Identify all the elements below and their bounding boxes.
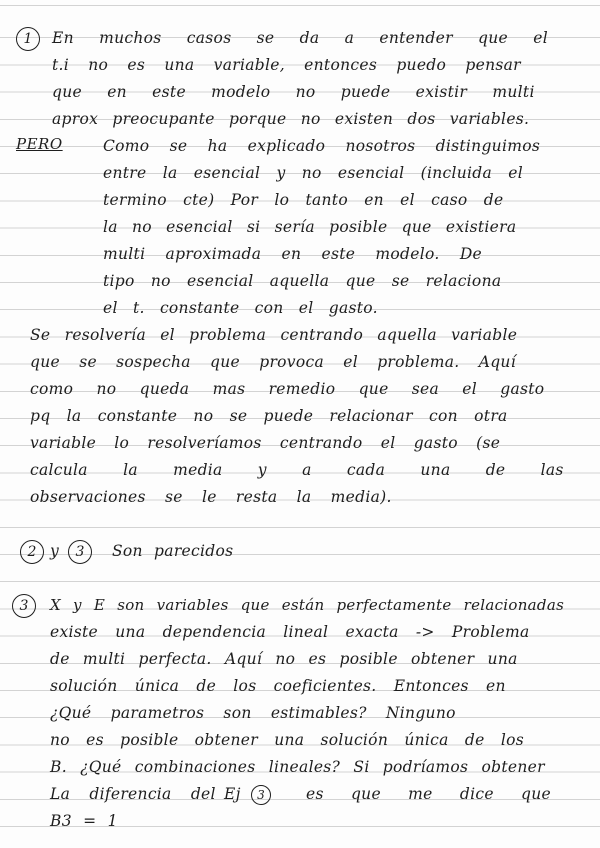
text-line: B. ¿Qué combinaciones lineales? Si podríamos obtener [50,758,545,776]
text-line: X y E son variables que están perfectamente relacionadas [50,596,565,614]
text-line: t.i no es una variable, entonces puedo pensar [52,56,521,74]
text-line: es que me dice que [306,785,551,803]
item-number-1: 1 [16,27,40,51]
text-line: calcula la media y a cada una de las [30,461,564,479]
text-line: tipo no esencial aquella que se relaciona [103,272,502,290]
text-line: la no esencial si sería posible que existiera [103,218,517,236]
text-line: pq la constante no se puede relacionar con otra [30,407,508,425]
text-line: aprox preocupante porque no existen dos variables. [52,110,530,128]
text-line: multi aproximada en este modelo. De [103,245,483,263]
text-line: Como se ha explicado nosotros distinguimos [103,137,541,155]
text-line: entre la esencial y no esencial (incluida el [103,164,524,182]
text-line: de multi perfecta. Aquí no es posible obtener una [50,650,518,668]
item-number-3: 3 [68,540,92,564]
item-number-3: 3 [12,594,36,618]
connector-text: y [50,542,60,560]
ej-number-3: 3 [251,785,271,805]
text-line: Son parecidos [112,542,234,560]
text-line: solución única de los coeficientes. Entonces en [50,677,506,695]
text-line: como no queda mas remedio que sea el gasto [30,380,545,398]
text-line: Se resolvería el problema centrando aquella variable [30,326,518,344]
text-line: En muchos casos se da a entender que el [52,29,548,47]
text-line: no es posible obtener una solución única de los [50,731,524,749]
pero-label: PERO [16,135,63,153]
text-line: existe una dependencia lineal exacta -> Problema [50,623,530,641]
text-line: La diferencia del [50,785,216,803]
text-line: el t. constante con el gasto. [103,299,378,317]
text-line: que en este modelo no puede existir multi [52,83,535,101]
text-line: termino cte) Por lo tanto en el caso de [103,191,504,209]
text-line: ¿Qué parametros son estimables? Ninguno [50,704,456,722]
text-line: B3 = 1 [50,812,118,830]
text-line: variable lo resolveríamos centrando el gasto (se [30,434,501,452]
text-line: observaciones se le resta la media). [30,488,392,506]
item-number-2: 2 [20,540,44,564]
text-line: que se sospecha que provoca el problema. Aquí [30,353,516,371]
ej-label: Ej [224,785,241,803]
